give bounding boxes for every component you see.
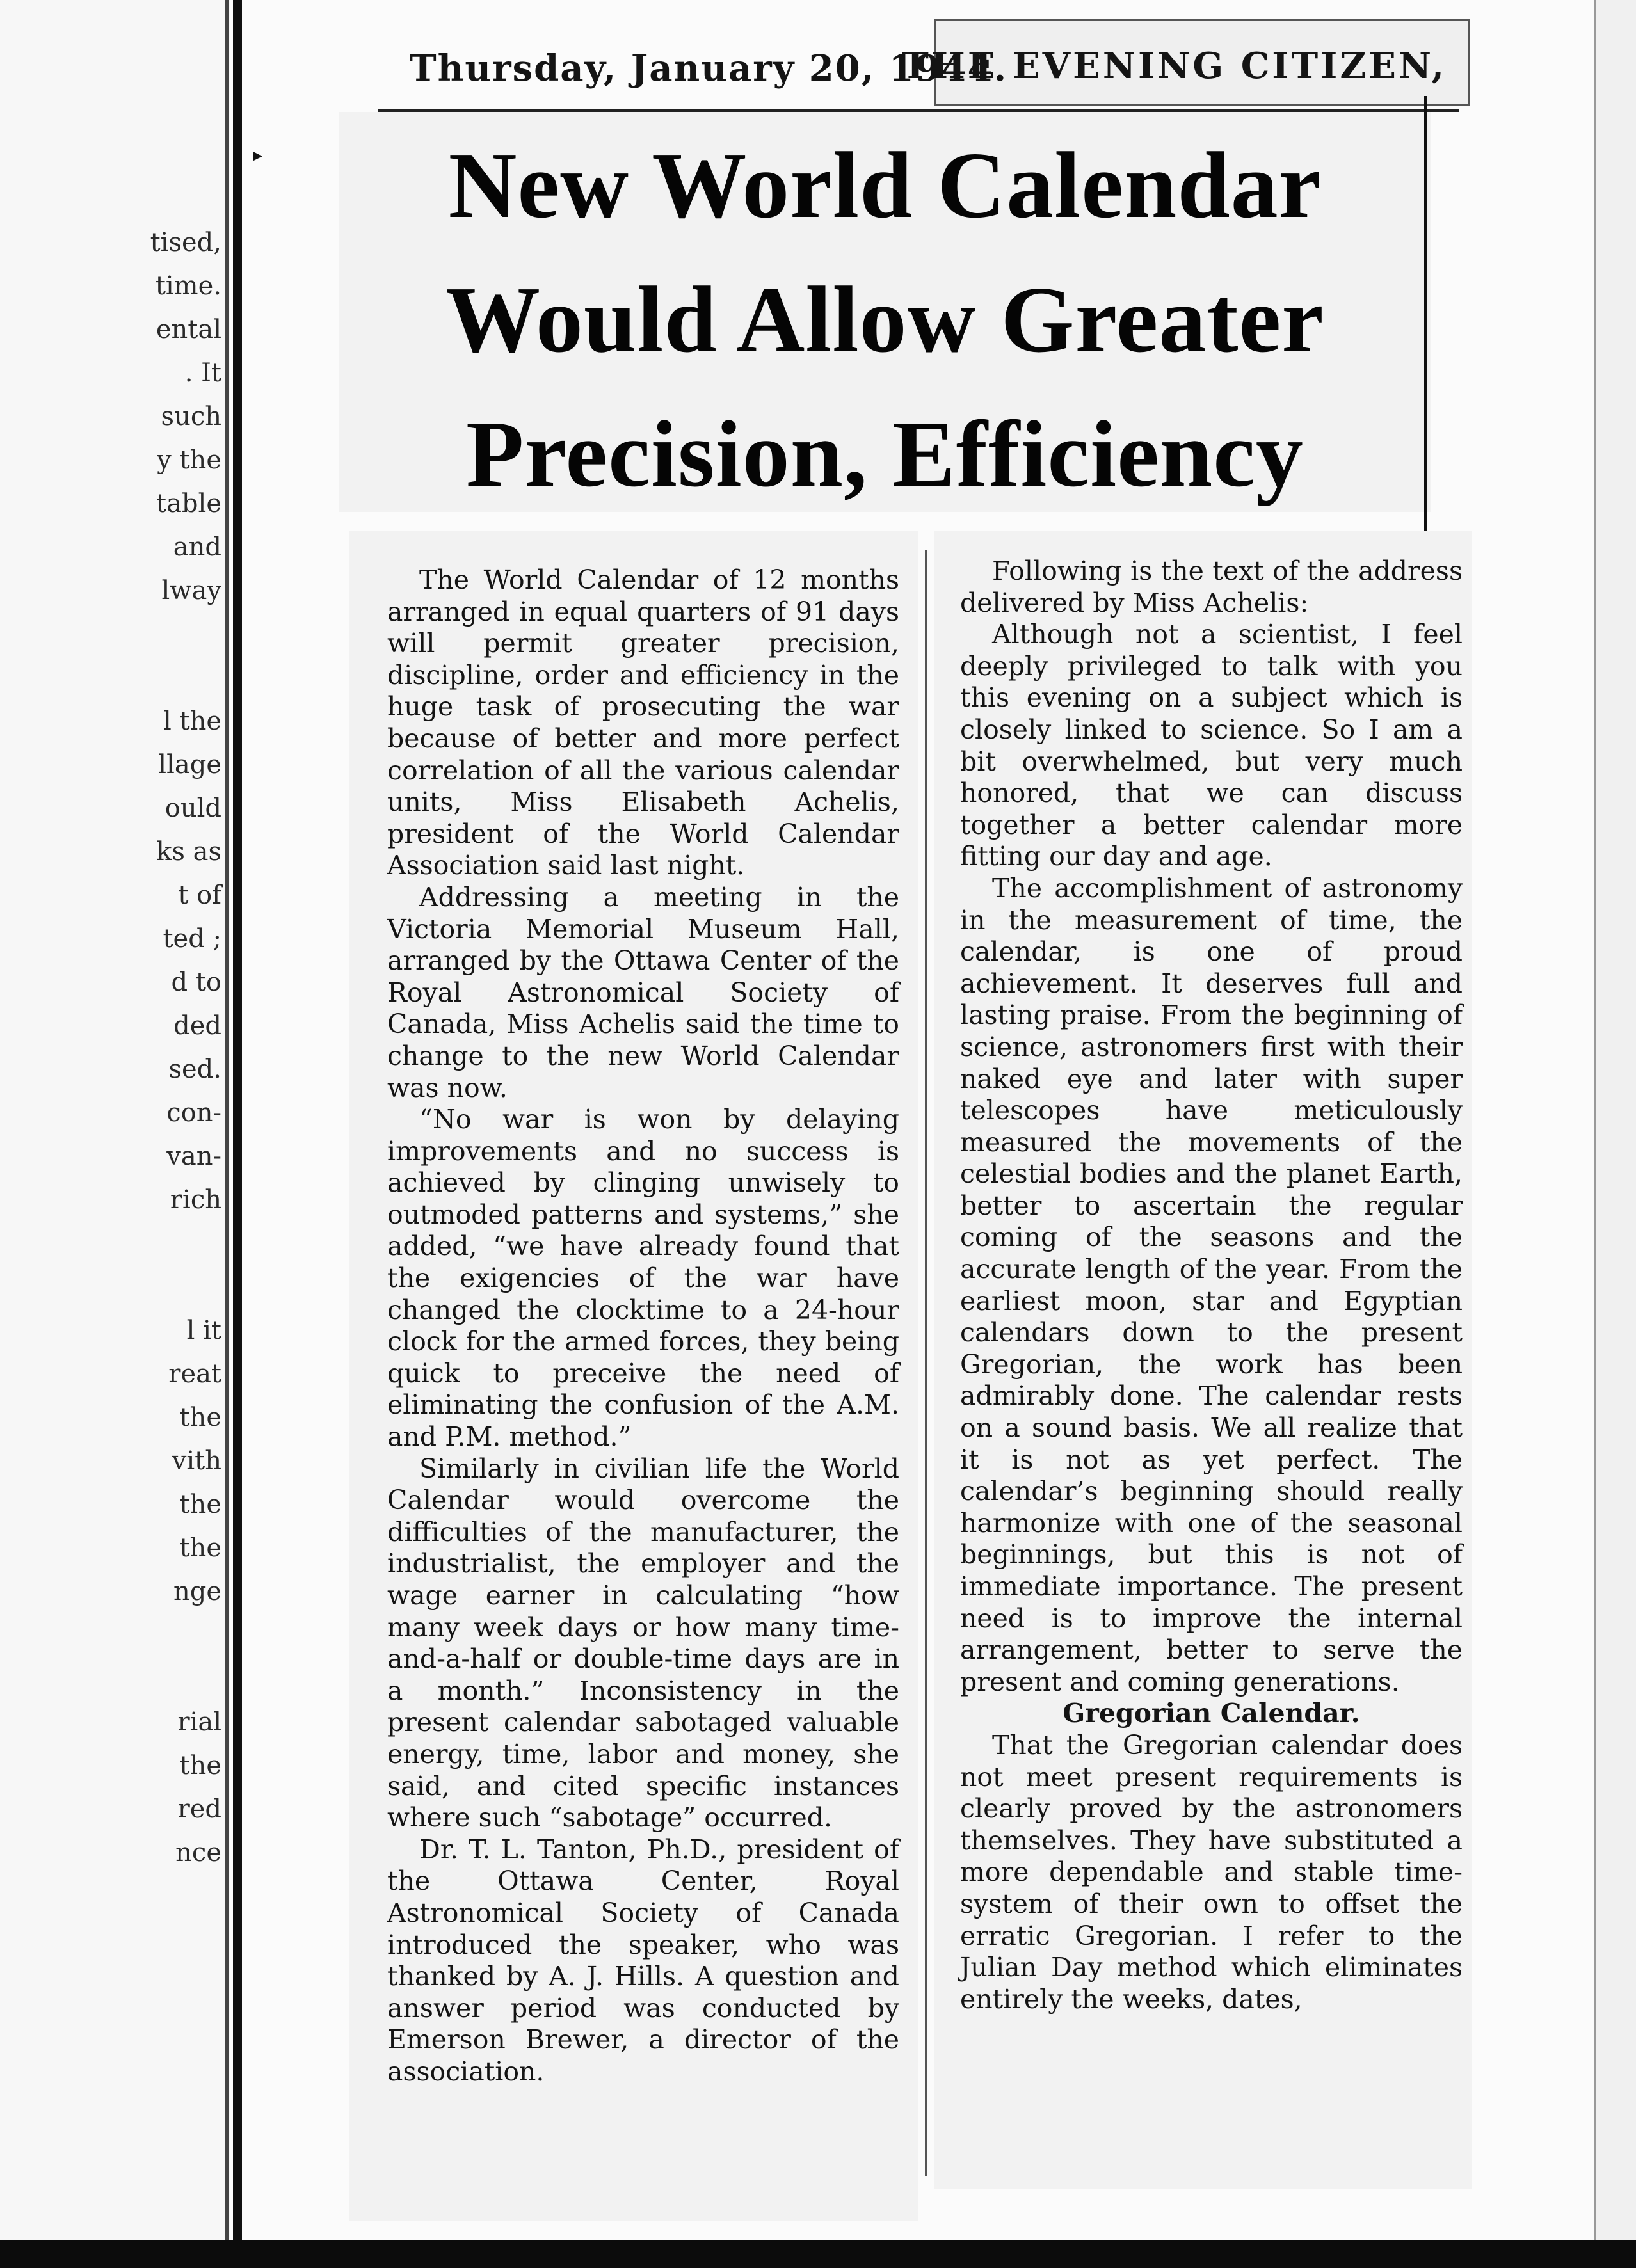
fragment-line: and	[173, 532, 221, 562]
fragment-line	[93, 1222, 221, 1265]
fragment-line: lway	[161, 576, 221, 605]
fragment-line: nge	[173, 1577, 221, 1606]
fragment-line: rial	[177, 1707, 221, 1737]
fragment-line: y the	[157, 445, 221, 475]
headline-line-1: New World Calendar	[448, 133, 1322, 238]
article-column-left	[349, 531, 918, 2221]
newspaper-name: THE EVENING CITIZEN,	[902, 45, 1447, 87]
paragraph: Dr. T. L. Tanton, Ph.D., president of the Ottawa Center, Royal Astronomical Society of Canada introduced the speaker, who was thanked by A. J. Hills. A question and answer period was conducted by Emerson Brewer, a director of the association.	[387, 1833, 899, 2087]
page-edge	[1594, 0, 1636, 2268]
paragraph: That the Gregorian calendar does not meet present requirements is clearly proved by the astronomers themselves. They have substituted a more dependable and stable time-system of their own to offset the erratic Gregorian. I refer to the Julian Day method which eliminates entirely the weeks, dates,	[960, 1729, 1463, 2015]
fragment-line: the	[179, 1751, 221, 1780]
fragment-line: time.	[155, 271, 221, 301]
subheading: Gregorian Calendar.	[1063, 1698, 1360, 1729]
fragment-line: vith	[172, 1446, 221, 1476]
paragraph: Similarly in civilian life the World Calendar would overcome the difficulties of the manufacturer, the industrialist, the employer and the wage earner in calculating “how many week days or how many time-and-a-half or double-time days are in a month.” Inconsistency in the present calendar sabotaged valuable energy, time, labor and money, she said, and cited specific instances where such “sabotage” occurred.	[387, 1453, 899, 1833]
headline-clipping	[339, 112, 1431, 512]
fragment-line: l the	[163, 707, 221, 736]
fragment-line: sed.	[168, 1055, 221, 1084]
fragment-line: d to	[171, 968, 221, 997]
paragraph: Following is the text of the address delivered by Miss Achelis:	[960, 555, 1463, 618]
fragment-line	[93, 1657, 221, 1700]
fragment-line: llage	[158, 750, 221, 779]
paragraph: “No war is won by delaying improvements and no success is achieved by clinging unwisely to outmoded patterns and systems,” she added, “we have already found that the exigencies of the war have changed the clocktime to a 24-hour clock for the armed forces, they being quick to preceive the need of eliminating the confusion of the A.M. and P.M. method.”	[387, 1104, 899, 1453]
margin-mark: ▸	[253, 144, 263, 166]
column-divider	[925, 550, 927, 2176]
fragment-line: the	[179, 1490, 221, 1519]
fragment-line: red	[177, 1794, 221, 1824]
book-gutter	[233, 0, 242, 2268]
headline-line-3: Precision, Efficiency	[466, 402, 1304, 507]
fragment-line: l it	[186, 1316, 221, 1345]
scan-border	[0, 2240, 1636, 2268]
fragment-line: ks as	[156, 837, 221, 866]
fragment-line: such	[161, 402, 221, 431]
fragment-line: ental	[156, 315, 221, 344]
headline	[339, 118, 1431, 522]
fragment-line: reat	[168, 1359, 221, 1389]
adjacent-page	[0, 0, 230, 2268]
fragment-line: the	[179, 1533, 221, 1563]
fragment-line: con-	[166, 1098, 221, 1128]
paragraph: The accomplishment of astronomy in the measurement of time, the calendar, is one of proud achievement. It deserves full and lasting praise. From the beginning of science, astronomers first with their naked eye and later with super telescopes have meticulously measured the movements of the celestial bodies and the planet Earth, better to ascertain the regular coming of the seasons and the accurate length of the year. From the earliest moon, star and Egyptian calendars down to the present Gregorian, the work has been admirably done. The calendar rests on a sound basis. We all realize that it is not as yet perfect. The calendar’s beginning should really harmonize with one of the seasonal beginnings, but this is not of immediate importance. The present need is to improve the internal arrangement, better to serve the present and coming generations.	[960, 872, 1463, 1697]
book-gutter-shadow	[225, 0, 229, 2268]
fragment-line	[93, 1265, 221, 1309]
paragraph: Although not a scientist, I feel deeply privileged to talk with you this evening on a subject which is closely linked to science. So I am a bit overwhelmed, but very much honored, that we can discuss together a better calendar more fitting our day and age.	[960, 619, 1463, 872]
fragment-line	[93, 656, 221, 699]
dateline-strip	[378, 38, 1459, 112]
fragment-line: nce	[175, 1838, 221, 1867]
headline-line-2: Would Allow Greater	[445, 268, 1324, 372]
fragment-line: t of	[178, 881, 221, 910]
paragraph: The World Calendar of 12 months arranged in equal quarters of 91 days will permit greater precision, discipline, order and efficiency in the huge task of prosecuting the war because of better and more perfect correlation of all the various calendar units, Miss Elisabeth Achelis, president of the World Calendar Association said last night.	[387, 564, 899, 881]
fragment-line: table	[156, 489, 221, 518]
article-column-right	[934, 531, 1472, 2189]
fragment-line: ould	[164, 794, 221, 823]
fragment-line	[93, 1613, 221, 1657]
fragment-line: rich	[170, 1185, 221, 1215]
fragment-line: ted ;	[163, 924, 221, 954]
issue-date: Thursday, January 20, 1944.	[410, 47, 1008, 90]
fragment-line	[93, 612, 221, 656]
fragment-line: ded	[173, 1011, 221, 1041]
fragment-line: tised,	[150, 228, 221, 257]
fragment-line: the	[179, 1403, 221, 1432]
fragment-line: van-	[166, 1142, 221, 1171]
paragraph: Addressing a meeting in the Victoria Memorial Museum Hall, arranged by the Ottawa Center of the Royal Astronomical Society of Canada, Miss Achelis said the time to change to the new World Calendar was now.	[387, 881, 899, 1103]
adjacent-page-text	[93, 221, 221, 1874]
fragment-line: . It	[184, 358, 221, 388]
